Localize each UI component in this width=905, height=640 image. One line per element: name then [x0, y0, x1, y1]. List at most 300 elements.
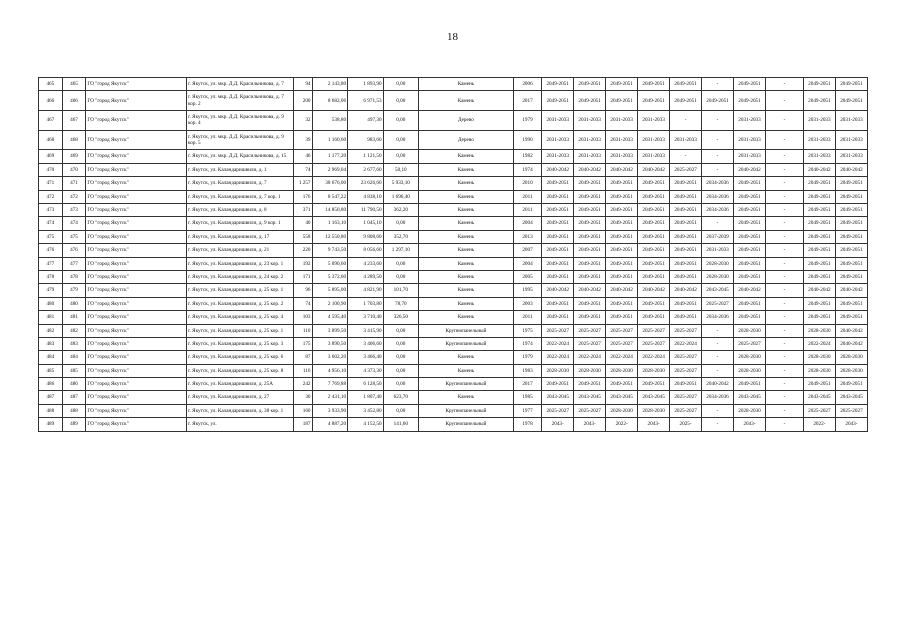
owner-cell: ГО "город Якутск" [86, 163, 187, 176]
repair-period-cell: 2025-2027 [835, 404, 867, 417]
total-area-cell: 1 177,20 [312, 150, 348, 163]
nonresidential-area-cell: 352,70 [383, 230, 419, 243]
repair-period-cell: 2049-2051 [542, 297, 574, 310]
repair-period-cell: 2049-2051 [803, 78, 835, 91]
repair-period-cell: 2049-2051 [803, 378, 835, 391]
apartments-cell: 74 [293, 297, 312, 310]
repair-period-cell: 2049-2051 [670, 257, 702, 270]
address-cell: г. Якутск, ул. Каландаришвили, д. 23 кор. 1 [187, 257, 294, 270]
object-number-cell: 485 [62, 364, 86, 377]
build-year-cell: 1977 [513, 404, 541, 417]
build-year-cell: 1974 [513, 337, 541, 350]
build-year-cell: 2010 [513, 177, 541, 190]
table-row [39, 418, 868, 431]
residential-area-cell: 4 821,90 [348, 284, 384, 297]
nonresidential-area-cell: 0,00 [383, 257, 419, 270]
repair-period-cell: 2034-2036 [702, 311, 734, 324]
repair-period-cell: 2025-2027 [803, 404, 835, 417]
nonresidential-area-cell: 5 933,10 [383, 177, 419, 190]
repair-period-cell: - [766, 364, 804, 377]
table-row [39, 78, 868, 91]
table-row [39, 111, 868, 131]
apartments-cell: 175 [293, 337, 312, 350]
address-cell: г. Якутск, ул. Каландаришвили, д. 7 кор. 1 [187, 190, 294, 203]
row-number-cell: 483 [39, 337, 63, 350]
row-number-cell: 466 [39, 91, 63, 111]
repair-period-cell: 2028-2030 [606, 404, 638, 417]
total-area-cell: 5 895,00 [312, 284, 348, 297]
total-area-cell: 2 143,80 [312, 78, 348, 91]
apartments-cell: 187 [293, 418, 312, 431]
repair-period-cell: 2043- [734, 418, 766, 431]
repair-period-cell: 2031-2033 [574, 130, 606, 150]
repair-period-cell: 2049-2051 [835, 230, 867, 243]
row-number-cell: 475 [39, 230, 63, 243]
apartments-cell: 30 [293, 391, 312, 404]
object-number-cell: 469 [62, 150, 86, 163]
repair-period-cell: - [766, 78, 804, 91]
object-number-cell: 475 [62, 230, 86, 243]
table-row [39, 270, 868, 283]
address-cell: г. Якутск, ул. Каландаришвили, д. 25 кор. 8 [187, 364, 294, 377]
nonresidential-area-cell: 0,00 [383, 404, 419, 417]
row-number-cell: 474 [39, 217, 63, 230]
repair-period-cell: 2025- [670, 418, 702, 431]
address-cell: г. Якутск, ул. Каландаришвили, д. 8 [187, 204, 294, 217]
repair-period-cell: 2040-2042 [702, 378, 734, 391]
nonresidential-area-cell: 0,00 [383, 91, 419, 111]
nonresidential-area-cell: 0,00 [383, 270, 419, 283]
residential-area-cell: 983,60 [348, 130, 384, 150]
repair-period-cell: - [766, 111, 804, 131]
build-year-cell: 1995 [513, 284, 541, 297]
table-row [39, 297, 868, 310]
repair-period-cell: 2049-2051 [574, 244, 606, 257]
repair-period-cell: 2049-2051 [835, 190, 867, 203]
owner-cell: ГО "город Якутск" [86, 324, 187, 337]
total-area-cell: 8 547,22 [312, 190, 348, 203]
nonresidential-area-cell: 0,00 [383, 324, 419, 337]
repair-period-cell: 2049-2051 [670, 217, 702, 230]
repair-period-cell: 2049-2051 [803, 190, 835, 203]
repair-period-cell: 2040-2042 [803, 284, 835, 297]
row-number-cell: 476 [39, 244, 63, 257]
nonresidential-area-cell: 362,20 [383, 204, 419, 217]
total-area-cell: 4 595,40 [312, 311, 348, 324]
repair-period-cell: - [766, 324, 804, 337]
repair-period-cell: 2028-2030 [803, 364, 835, 377]
table-row [39, 378, 868, 391]
repair-period-cell: 2049-2051 [638, 177, 670, 190]
repair-period-cell: - [766, 230, 804, 243]
repair-period-cell: - [766, 391, 804, 404]
row-number-cell: 489 [39, 418, 63, 431]
wall-material-cell: Камень [419, 217, 514, 230]
address-cell: г. Якутск, ул. мкр. Д.Д. Красильникова, д. 9 кор. 5 [187, 130, 294, 150]
row-number-cell: 472 [39, 190, 63, 203]
repair-period-cell: 2043-2045 [803, 391, 835, 404]
repair-period-cell: 2025-2027 [670, 351, 702, 364]
repair-period-cell: 2049-2051 [574, 217, 606, 230]
repair-period-cell: - [766, 351, 804, 364]
repair-period-cell: - [702, 337, 734, 350]
total-area-cell: 9 743,50 [312, 244, 348, 257]
residential-area-cell: 3 406,60 [348, 337, 384, 350]
owner-cell: ГО "город Якутск" [86, 270, 187, 283]
repair-period-cell: 2049-2051 [734, 217, 766, 230]
nonresidential-area-cell: 141,60 [383, 418, 419, 431]
wall-material-cell: Камень [419, 204, 514, 217]
nonresidential-area-cell: 1 297,10 [383, 244, 419, 257]
repair-period-cell: 2040-2042 [638, 284, 670, 297]
repair-period-cell: 2043-2045 [542, 391, 574, 404]
table-row [39, 351, 868, 364]
apartments-cell: 110 [293, 324, 312, 337]
address-cell: г. Якутск, ул. Каландаришвили, д. 27 [187, 391, 294, 404]
repair-period-cell: 2022- [606, 418, 638, 431]
residential-area-cell: 4 289,50 [348, 270, 384, 283]
object-number-cell: 466 [62, 91, 86, 111]
repair-period-cell: 2049-2051 [670, 378, 702, 391]
repair-period-cell: 2025-2027 [670, 324, 702, 337]
repair-period-cell: 2049-2051 [734, 204, 766, 217]
repair-period-cell: 2040-2042 [606, 163, 638, 176]
repair-period-cell: 2049-2051 [606, 378, 638, 391]
object-number-cell: 480 [62, 297, 86, 310]
object-number-cell: 470 [62, 163, 86, 176]
repair-period-cell: - [766, 204, 804, 217]
repair-period-cell: 2040-2042 [574, 163, 606, 176]
apartments-cell: 220 [293, 244, 312, 257]
repair-period-cell: 2049-2051 [574, 257, 606, 270]
build-year-cell: 2011 [513, 190, 541, 203]
address-cell: г. Якутск, ул. мкр. Д.Д. Красильникова, д. 7 кор. 2 [187, 91, 294, 111]
address-cell: г. Якутск, ул. Каландаришвили, д. 9 кор. 1 [187, 217, 294, 230]
owner-cell: ГО "город Якутск" [86, 391, 187, 404]
table-row [39, 230, 868, 243]
wall-material-cell: Крупнопанельный [419, 418, 514, 431]
owner-cell: ГО "город Якутск" [86, 150, 187, 163]
repair-period-cell: 2049-2051 [638, 270, 670, 283]
repair-period-cell: 2049-2051 [542, 378, 574, 391]
repair-period-cell: 2049-2051 [670, 190, 702, 203]
repair-period-cell: 2031-2033 [803, 111, 835, 131]
repair-period-cell: 2049-2051 [670, 78, 702, 91]
repair-period-cell: 2049-2051 [803, 311, 835, 324]
object-number-cell: 481 [62, 311, 86, 324]
repair-period-cell: 2049-2051 [606, 257, 638, 270]
apartments-cell: 39 [293, 130, 312, 150]
repair-period-cell: 2049-2051 [803, 204, 835, 217]
address-cell: г. Якутск, ул. Каландаришвили, д. 25А [187, 378, 294, 391]
row-number-cell: 488 [39, 404, 63, 417]
repair-period-cell: 2049-2051 [574, 378, 606, 391]
repair-period-cell: - [766, 163, 804, 176]
repair-period-cell: 2049-2051 [542, 91, 574, 111]
repair-period-cell: - [766, 404, 804, 417]
nonresidential-area-cell: 0,00 [383, 378, 419, 391]
repair-period-cell: 2025-2027 [574, 337, 606, 350]
repair-period-cell: 2028-2030 [638, 364, 670, 377]
repair-period-cell: 2049-2051 [734, 190, 766, 203]
repair-period-cell: 2025-2027 [670, 391, 702, 404]
repair-period-cell: 2049-2051 [574, 177, 606, 190]
address-cell: г. Якутск, ул. Каландаришвили, д. 25 кор. 6 [187, 351, 294, 364]
repair-period-cell: 2034-2036 [702, 391, 734, 404]
wall-material-cell: Камень [419, 284, 514, 297]
repair-period-cell: 2040-2042 [835, 284, 867, 297]
repair-period-cell: 2043-2045 [606, 391, 638, 404]
repair-period-cell: - [766, 378, 804, 391]
apartments-cell: 32 [293, 111, 312, 131]
repair-period-cell: 2031-2033 [542, 130, 574, 150]
residential-area-cell: 11 790,50 [348, 204, 384, 217]
owner-cell: ГО "город Якутск" [86, 418, 187, 431]
object-number-cell: 478 [62, 270, 86, 283]
repair-period-cell: 2031-2033 [670, 130, 702, 150]
repair-period-cell: 2049-2051 [574, 297, 606, 310]
repair-period-cell: - [766, 130, 804, 150]
address-cell: г. Якутск, ул. Каландаришвили, д. 17 [187, 230, 294, 243]
build-year-cell: 1985 [513, 391, 541, 404]
repair-period-cell: 2040-2042 [638, 163, 670, 176]
repair-period-cell: 2049-2051 [835, 91, 867, 111]
repair-period-cell: 2043-2045 [702, 284, 734, 297]
repair-period-cell: 2028-2030 [734, 351, 766, 364]
residential-area-cell: 1 045,10 [348, 217, 384, 230]
nonresidential-area-cell: 326,50 [383, 311, 419, 324]
build-year-cell: 2011 [513, 204, 541, 217]
nonresidential-area-cell: 623,70 [383, 391, 419, 404]
repair-period-cell: 2031-2033 [574, 150, 606, 163]
repair-period-cell: - [702, 404, 734, 417]
repair-period-cell: 2049-2051 [835, 297, 867, 310]
page-number: 18 [447, 31, 458, 43]
row-number-cell: 482 [39, 324, 63, 337]
row-number-cell: 484 [39, 351, 63, 364]
repair-period-cell: 2049-2051 [734, 230, 766, 243]
table-row [39, 130, 868, 150]
apartments-cell: 87 [293, 351, 312, 364]
row-number-cell: 479 [39, 284, 63, 297]
repair-period-cell: 2043-2045 [574, 391, 606, 404]
repair-period-cell: 2049-2051 [638, 244, 670, 257]
build-year-cell: 2003 [513, 297, 541, 310]
repair-period-cell: 2049-2051 [606, 297, 638, 310]
repair-period-cell: 2049-2051 [803, 177, 835, 190]
apartments-cell: 242 [293, 378, 312, 391]
repair-period-cell: 2049-2051 [734, 297, 766, 310]
repair-period-cell: 2049-2051 [835, 257, 867, 270]
nonresidential-area-cell: 1 696,40 [383, 190, 419, 203]
repair-period-cell: - [766, 257, 804, 270]
residential-area-cell: 9 808,60 [348, 230, 384, 243]
address-cell: г. Якутск, ул. Каландаришвили, д. 38 кор. 1 [187, 404, 294, 417]
repair-period-cell: - [670, 150, 702, 163]
repair-period-cell: 2028-2030 [574, 364, 606, 377]
owner-cell: ГО "город Якутск" [86, 378, 187, 391]
row-number-cell: 470 [39, 163, 63, 176]
table-row [39, 311, 868, 324]
repair-period-cell: 2049-2051 [574, 204, 606, 217]
total-area-cell: 5 090,60 [312, 257, 348, 270]
repair-period-cell: 2049-2051 [638, 297, 670, 310]
wall-material-cell: Камень [419, 150, 514, 163]
repair-period-cell: 2031-2033 [803, 150, 835, 163]
repair-period-cell: 2049-2051 [734, 91, 766, 111]
repair-period-cell: 2049-2051 [803, 217, 835, 230]
repair-period-cell: 2040-2042 [542, 284, 574, 297]
address-cell: г. Якутск, ул. мкр. Д.Д. Красильникова, д. 9 кор. 4 [187, 111, 294, 131]
object-number-cell: 489 [62, 418, 86, 431]
repair-period-cell: 2028-2030 [734, 364, 766, 377]
build-year-cell: 1979 [513, 111, 541, 131]
repair-period-cell: 2031-2033 [835, 150, 867, 163]
repair-period-cell: 2049-2051 [803, 244, 835, 257]
residential-area-cell: 3 452,80 [348, 404, 384, 417]
residential-area-cell: 6 128,50 [348, 378, 384, 391]
owner-cell: ГО "город Якутск" [86, 177, 187, 190]
housing-registry-table [38, 77, 868, 432]
repair-period-cell: 2031-2033 [702, 244, 734, 257]
repair-period-cell: 2049-2051 [606, 270, 638, 283]
row-number-cell: 477 [39, 257, 63, 270]
residential-area-cell: 3 466,40 [348, 351, 384, 364]
owner-cell: ГО "город Якутск" [86, 337, 187, 350]
address-cell: г. Якутск, ул. [187, 418, 294, 431]
owner-cell: ГО "город Якутск" [86, 257, 187, 270]
build-year-cell: 2013 [513, 230, 541, 243]
total-area-cell: 12 550,80 [312, 230, 348, 243]
wall-material-cell: Дерево [419, 130, 514, 150]
repair-period-cell: 2049-2051 [542, 78, 574, 91]
total-area-cell: 5 372,60 [312, 270, 348, 283]
repair-period-cell: - [766, 284, 804, 297]
repair-period-cell: 2049-2051 [803, 270, 835, 283]
apartments-cell: 176 [293, 190, 312, 203]
build-year-cell: 2017 [513, 91, 541, 111]
repair-period-cell: 2049-2051 [835, 378, 867, 391]
repair-period-cell: 2028-2030 [702, 257, 734, 270]
repair-period-cell: 2028-2030 [702, 270, 734, 283]
object-number-cell: 488 [62, 404, 86, 417]
repair-period-cell: 2028-2030 [835, 364, 867, 377]
object-number-cell: 479 [62, 284, 86, 297]
row-number-cell: 469 [39, 150, 63, 163]
repair-period-cell: - [702, 150, 734, 163]
total-area-cell: 14 850,80 [312, 204, 348, 217]
repair-period-cell: - [766, 418, 804, 431]
address-cell: г. Якутск, ул. Каландаришвили, д. 25 кор. 1 [187, 284, 294, 297]
table-row [39, 391, 868, 404]
wall-material-cell: Камень [419, 163, 514, 176]
owner-cell: ГО "город Якутск" [86, 111, 187, 131]
nonresidential-area-cell: 0,00 [383, 78, 419, 91]
repair-period-cell: - [766, 91, 804, 111]
repair-period-cell: 2025-2027 [606, 324, 638, 337]
repair-period-cell: 2031-2033 [638, 111, 670, 131]
row-number-cell: 465 [39, 78, 63, 91]
repair-period-cell: 2049-2051 [542, 204, 574, 217]
repair-period-cell: 2031-2033 [835, 111, 867, 131]
table-row [39, 244, 868, 257]
repair-period-cell: - [766, 297, 804, 310]
wall-material-cell: Камень [419, 244, 514, 257]
address-cell: г. Якутск, ул. Каландаришвили, д. 25 кор. 3 [187, 337, 294, 350]
row-number-cell: 468 [39, 130, 63, 150]
repair-period-cell: 2049-2051 [835, 270, 867, 283]
repair-period-cell: 2040-2042 [542, 163, 574, 176]
repair-period-cell: 2049-2051 [606, 190, 638, 203]
repair-period-cell: 2049-2051 [835, 78, 867, 91]
table-row [39, 217, 868, 230]
wall-material-cell: Камень [419, 391, 514, 404]
wall-material-cell: Камень [419, 230, 514, 243]
repair-period-cell: 2028-2030 [606, 364, 638, 377]
repair-period-cell: 2031-2033 [734, 130, 766, 150]
owner-cell: ГО "город Якутск" [86, 311, 187, 324]
repair-period-cell: 2049-2051 [835, 217, 867, 230]
total-area-cell: 3 602,20 [312, 351, 348, 364]
repair-period-cell: 2028-2030 [803, 351, 835, 364]
table-body [39, 78, 868, 432]
repair-period-cell: 2049-2051 [542, 217, 574, 230]
build-year-cell: 2005 [513, 270, 541, 283]
build-year-cell: 2011 [513, 311, 541, 324]
apartments-cell: 116 [293, 364, 312, 377]
row-number-cell: 478 [39, 270, 63, 283]
build-year-cell: 1975 [513, 324, 541, 337]
repair-period-cell: 2028-2030 [734, 324, 766, 337]
repair-period-cell: 2022-2024 [606, 351, 638, 364]
repair-period-cell: 2049-2051 [606, 91, 638, 111]
repair-period-cell: 2043- [638, 418, 670, 431]
object-number-cell: 474 [62, 217, 86, 230]
wall-material-cell: Крупнопанельный [419, 324, 514, 337]
build-year-cell: 1979 [513, 351, 541, 364]
residential-area-cell: 1 121,50 [348, 150, 384, 163]
nonresidential-area-cell: 0,00 [383, 351, 419, 364]
total-area-cell: 538,80 [312, 111, 348, 131]
repair-period-cell: 2031-2033 [574, 111, 606, 131]
apartments-cell: 103 [293, 311, 312, 324]
row-number-cell: 485 [39, 364, 63, 377]
table-row [39, 177, 868, 190]
repair-period-cell: 2031-2033 [542, 111, 574, 131]
address-cell: г. Якутск, ул. Каландаришвили, д. 25 кор. 2 [187, 297, 294, 310]
repair-period-cell: 2025-2027 [638, 324, 670, 337]
wall-material-cell: Крупнопанельный [419, 378, 514, 391]
build-year-cell: 1974 [513, 163, 541, 176]
apartments-cell: 96 [293, 284, 312, 297]
object-number-cell: 487 [62, 391, 86, 404]
apartments-cell: 94 [293, 78, 312, 91]
repair-period-cell: 2043- [542, 418, 574, 431]
table-row [39, 364, 868, 377]
repair-period-cell: 2049-2051 [702, 91, 734, 111]
total-area-cell: 4 956,10 [312, 364, 348, 377]
repair-period-cell: 2049-2051 [542, 177, 574, 190]
object-number-cell: 473 [62, 204, 86, 217]
apartments-cell: 40 [293, 217, 312, 230]
repair-period-cell: 2022-2024 [670, 337, 702, 350]
repair-period-cell: 2049-2051 [574, 230, 606, 243]
row-number-cell: 480 [39, 297, 63, 310]
repair-period-cell: 2049-2051 [670, 270, 702, 283]
repair-period-cell: 2049-2051 [835, 204, 867, 217]
repair-period-cell: - [702, 217, 734, 230]
repair-period-cell: 2049-2051 [606, 217, 638, 230]
